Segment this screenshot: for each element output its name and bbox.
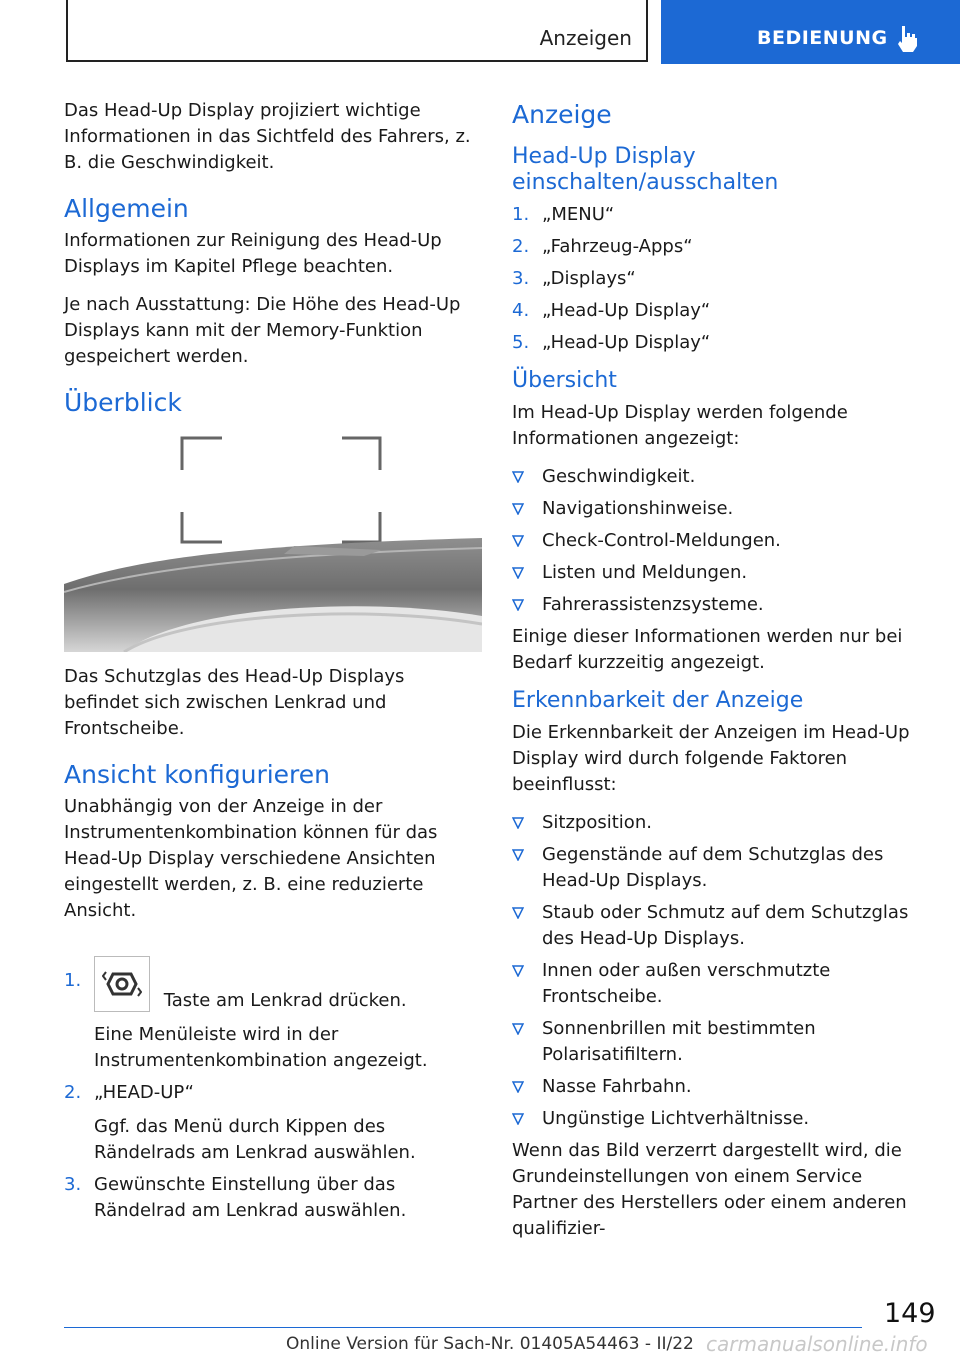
step-text: „Fahrzeug-Apps“ xyxy=(542,236,693,257)
step-number: 3. xyxy=(512,268,530,289)
list-item-text: Innen oder außen verschmutzte Frontscheibe. xyxy=(542,960,831,1007)
step-text: „Head-Up Display“ xyxy=(542,300,711,321)
list-item xyxy=(512,810,932,836)
intro-paragraph: Das Head-Up Display projiziert wichtige Informationen in das Sichtfeld des Fahrers, z. B. die Geschwindigkeit. xyxy=(64,100,471,173)
triangle-bullet-icon xyxy=(512,471,524,483)
einschalten-step-4 xyxy=(512,298,932,324)
header-section-title: Anzeigen xyxy=(539,26,632,50)
erkennbarkeit-closing: Wenn das Bild verzerrt dargestellt wird, die Grundeinstellungen von einem Service Partner des Herstellers oder einem anderen qualifizier- xyxy=(512,1140,907,1239)
list-item xyxy=(512,560,932,586)
list-item-text: Sitzposition. xyxy=(542,812,652,833)
list-item xyxy=(512,842,932,894)
triangle-bullet-icon xyxy=(512,965,524,977)
list-item xyxy=(512,958,932,1010)
header-section-box xyxy=(66,0,648,62)
heading-ueberblick: Überblick xyxy=(64,388,182,417)
list-item xyxy=(512,528,932,554)
triangle-bullet-icon xyxy=(512,503,524,515)
triangle-bullet-icon xyxy=(512,567,524,579)
list-item-text: Gegenstände auf dem Schutzglas des Head-Up Displays. xyxy=(542,844,884,891)
allgemein-paragraph-2: Je nach Ausstattung: Die Höhe des Head-Up Displays kann mit der Memory-Funktion gespeichert werden. xyxy=(64,294,461,367)
right-column xyxy=(512,98,932,1254)
triangle-bullet-icon xyxy=(512,535,524,547)
heading-anzeige: Anzeige xyxy=(512,100,612,129)
page-number: 149 xyxy=(884,1298,936,1329)
list-item xyxy=(512,1074,932,1100)
list-item-text: Nasse Fahrbahn. xyxy=(542,1076,692,1097)
konfig-step-1 xyxy=(64,942,482,1074)
list-item xyxy=(512,592,932,618)
steering-wheel-button-icon xyxy=(94,956,150,1012)
step-subtext: Ggf. das Menü durch Kippen des Rändelrads am Lenkrad auswählen. xyxy=(94,1116,416,1163)
uebersicht-paragraph: Im Head-Up Display werden folgende Informationen angezeigt: xyxy=(512,402,848,449)
step-number: 1. xyxy=(64,970,82,991)
list-item-text: Geschwindigkeit. xyxy=(542,466,696,487)
erkennbarkeit-list xyxy=(512,810,932,1132)
step-number: 3. xyxy=(64,1174,82,1195)
triangle-bullet-icon xyxy=(512,817,524,829)
list-item-text: Staub oder Schmutz auf dem Schutzglas des Head-Up Displays. xyxy=(542,902,909,949)
konfig-step-3 xyxy=(64,1172,482,1224)
list-item-text: Fahrerassistenzsysteme. xyxy=(542,594,764,615)
einschalten-steps xyxy=(512,202,932,356)
step-number: 2. xyxy=(64,1082,82,1103)
heading-einschalten: Head-Up Display einschalten/ausschalten xyxy=(512,144,779,195)
step-subtext: Eine Menüleiste wird in der Instrumentenkombination angezeigt. xyxy=(94,1024,428,1071)
step-number: 5. xyxy=(512,332,530,353)
heading-ansicht-konfigurieren: Ansicht konfigurieren xyxy=(64,760,331,789)
list-item xyxy=(512,496,932,522)
footer-divider xyxy=(64,1327,862,1328)
watermark: carmanualsonline.info xyxy=(706,1332,928,1356)
left-column xyxy=(64,98,482,1230)
heading-erkennbarkeit: Erkennbarkeit der Anzeige xyxy=(512,688,804,713)
step-number: 1. xyxy=(512,204,530,225)
triangle-bullet-icon xyxy=(512,1113,524,1125)
step-number: 4. xyxy=(512,300,530,321)
header-chapter-title: BEDIENUNG xyxy=(757,27,888,49)
allgemein-paragraph-1: Informationen zur Reinigung des Head-Up Displays im Kapitel Pflege beachten. xyxy=(64,230,442,277)
hand-pointer-icon xyxy=(895,24,919,54)
triangle-bullet-icon xyxy=(512,1023,524,1035)
step-text: „HEAD-UP“ xyxy=(94,1082,194,1103)
triangle-bullet-icon xyxy=(512,599,524,611)
heading-uebersicht: Übersicht xyxy=(512,368,617,393)
ueberblick-caption: Das Schutzglas des Head-Up Displays befindet sich zwischen Lenkrad und Frontscheibe. xyxy=(64,666,405,739)
konfig-step-2 xyxy=(64,1080,482,1166)
list-item xyxy=(512,464,932,490)
step-text: Gewünschte Einstellung über das Rändelrad am Lenkrad auswählen. xyxy=(94,1174,407,1221)
list-item xyxy=(512,900,932,952)
erkennbarkeit-paragraph: Die Erkennbarkeit der Anzeigen im Head-Up Display wird durch folgende Faktoren beeinflusst: xyxy=(512,722,910,795)
uebersicht-list xyxy=(512,464,932,618)
einschalten-step-1 xyxy=(512,202,932,228)
triangle-bullet-icon xyxy=(512,1081,524,1093)
header-chapter-tab xyxy=(661,0,960,64)
step-text: „MENU“ xyxy=(542,204,615,225)
list-item-text: Ungünstige Lichtverhältnisse. xyxy=(542,1108,810,1129)
footer-online-version: Online Version für Sach-Nr. 01405A54463 - II/22 xyxy=(286,1334,694,1354)
heading-allgemein: Allgemein xyxy=(64,194,189,223)
step-number: 2. xyxy=(512,236,530,257)
konfig-steps xyxy=(64,942,482,1224)
step-text: „Displays“ xyxy=(542,268,636,289)
list-item xyxy=(512,1106,932,1132)
einschalten-step-5 xyxy=(512,330,932,356)
list-item-text: Listen und Meldungen. xyxy=(542,562,748,583)
step-text: Taste am Lenkrad drücken. xyxy=(163,990,407,1011)
list-item-text: Navigationshinweise. xyxy=(542,498,734,519)
triangle-bullet-icon xyxy=(512,849,524,861)
einschalten-step-2 xyxy=(512,234,932,260)
einschalten-step-3 xyxy=(512,266,932,292)
triangle-bullet-icon xyxy=(512,907,524,919)
list-item-text: Sonnenbrillen mit bestimmten Polarisatifiltern. xyxy=(542,1018,816,1065)
hud-overview-figure xyxy=(64,426,482,652)
konfig-paragraph: Unabhängig von der Anzeige in der Instrumentenkombination können für das Head-Up Display verschiedene Ansichten eingestellt werden, z. B. eine reduzierte Ansicht. xyxy=(64,796,438,921)
uebersicht-note: Einige dieser Informationen werden nur bei Bedarf kurzzeitig angezeigt. xyxy=(512,626,903,673)
list-item xyxy=(512,1016,932,1068)
step-text: „Head-Up Display“ xyxy=(542,332,711,353)
list-item-text: Check-Control-Meldungen. xyxy=(542,530,781,551)
